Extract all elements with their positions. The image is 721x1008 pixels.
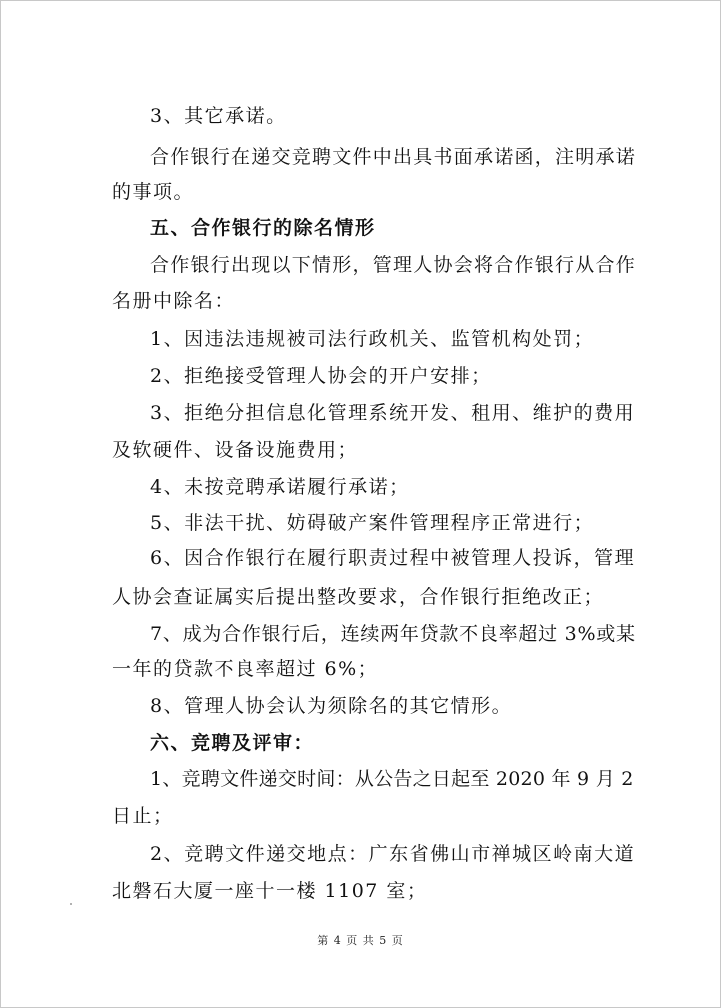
text-line: 名册中除名： bbox=[112, 290, 236, 312]
text-line: 及软硬件、设备设施费用； bbox=[112, 439, 359, 461]
text-line: 6、因合作银行在履行职责过程中被管理人投诉，管理 bbox=[150, 547, 636, 569]
text-line: 的事项。 bbox=[112, 181, 195, 203]
page-number: 第 4 页 共 5 页 bbox=[317, 934, 404, 947]
text-line: 8、管理人协会认为须除名的其它情形。 bbox=[150, 695, 513, 717]
text-line: 2、拒绝接受管理人协会的开户安排； bbox=[150, 365, 492, 387]
text-line: 人协会查证属实后提出整改要求，合作银行拒绝改正； bbox=[112, 586, 605, 608]
text-line: 3、拒绝分担信息化管理系统开发、租用、维护的费用 bbox=[150, 402, 636, 424]
text-line: 北磐石大厦一座十一楼 1107 室； bbox=[112, 880, 428, 902]
section-heading: 五、合作银行的除名情形 bbox=[150, 217, 376, 239]
scan-speck bbox=[70, 903, 72, 905]
text-line: 2、竞聘文件递交地点：广东省佛山市禅城区岭南大道 bbox=[150, 843, 636, 865]
text-line: 日止； bbox=[112, 805, 174, 827]
text-line: 5、非法干扰、妨碍破产案件管理程序正常进行； bbox=[150, 512, 595, 534]
text-line: 1、因违法违规被司法行政机关、监管机构处罚； bbox=[150, 328, 595, 350]
text-line: 1、竞聘文件递交时间：从公告之日起至 2020 年 9 月 2 bbox=[150, 768, 634, 790]
text-line: 合作银行在递交竞聘文件中出具书面承诺函，注明承诺 bbox=[150, 146, 637, 168]
text-line: 3、其它承诺。 bbox=[150, 105, 287, 127]
text-line: 一年的贷款不良率超过 6%； bbox=[112, 658, 379, 680]
section-heading: 六、竞聘及评审： bbox=[150, 732, 315, 754]
text-line: 7、成为合作银行后，连续两年贷款不良率超过 3%或某 bbox=[150, 623, 636, 645]
text-line: 4、未按竞聘承诺履行承诺； bbox=[150, 476, 410, 498]
text-line: 合作银行出现以下情形，管理人协会将合作银行从合作 bbox=[150, 254, 637, 276]
